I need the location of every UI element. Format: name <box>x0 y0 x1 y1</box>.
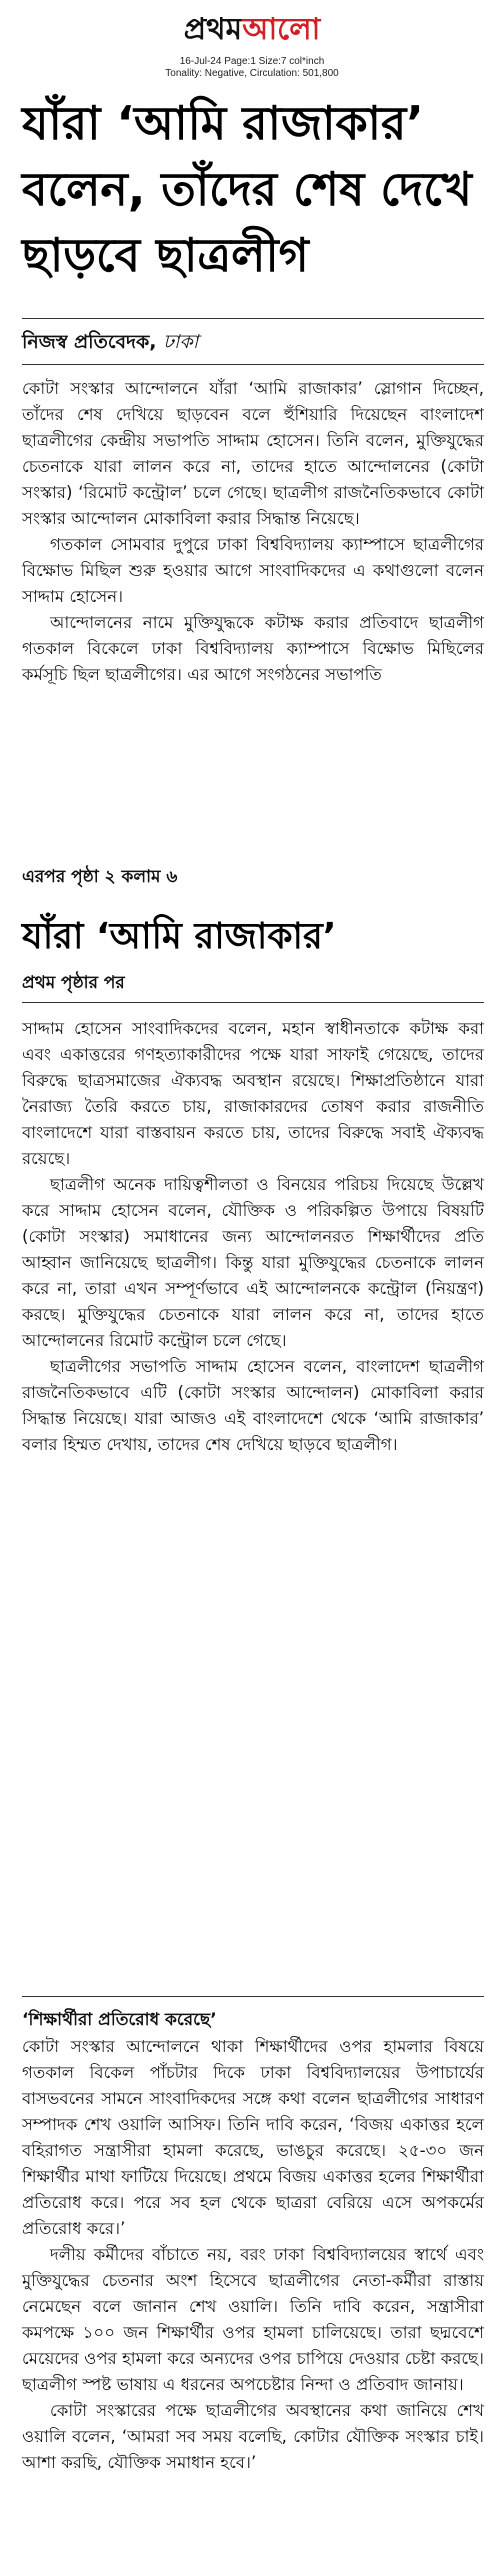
masthead-logo <box>0 10 504 50</box>
continuation-body <box>22 1016 484 1458</box>
rule-above-subhead <box>22 1996 484 1997</box>
continuation-paragraph: ছাত্রলীগের সভাপতি সাদ্দাম হোসেন বলেন, বাংলাদেশ ছাত্রলীগ রাজনৈতিকভাবে এটি (কোটা সংস্কার আন্দোলন) মোকাবিলা করার সিদ্ধান্ত নিয়েছে। যারা আজও এই বাংলাদেশে থেকে ‘আমি রাজাকার’ বলার হিম্মত দেখায়, তাদের শেষ দেখিয়ে ছাড়বে ছাত্রলীগ। <box>22 1357 484 1454</box>
rule-below-continuation-header <box>22 1002 484 1003</box>
continuation-body-2 <box>22 2034 484 2476</box>
article-paragraph: গতকাল সোমবার দুপুরে ঢাকা বিশ্ববিদ্যালয় ক্যাম্পাসে ছাত্রলীগের বিক্ষোভ মিছিল শুরু হওয়ার আগে সাংবাদিকদের এ কথাগুলো বলেন সাদ্দাম হোসেন। <box>22 535 484 606</box>
article-paragraph: কোটা সংস্কার আন্দোলনে যাঁরা ‘আমি রাজাকার’ স্লোগান দিচ্ছেন, তাঁদের শেষ দেখিয়ে ছাড়বেন বলে হুঁশিয়ারি দিয়েছেন বাংলাদেশ ছাত্রলীগের কেন্দ্রীয় সভাপতি সাদ্দাম হোসেন। তিনি বলেন, মুক্তিযুদ্ধের চেতনাকে যারা লালন করে না, তাদের হাতে আন্দোলনের (কোটা সংস্কার) ‘রিমোট কন্ট্রোল’ চলে গেছে। ছাত্রলীগ রাজনৈতিকভাবে কোটা সংস্কার আন্দোলন মোকাবিলা করার সিদ্ধান্ত নিয়েছে। <box>22 379 484 528</box>
continuation-paragraph: ছাত্রলীগ অনেক দায়িত্বশীলতা ও বিনয়ের পরিচয় দিয়েছে উল্লেখ করে সাদ্দাম হোসেন বলেন, যৌক্তিক ও পরিকল্পিত উপায়ে বিষয়টি (কোটা সংস্কার) সমাধানের জন্য আন্দোলনরত শিক্ষার্থীদের প্রতি আহ্বান জানিয়েছে ছাত্রলীগ। কিন্তু যারা মুক্তিযুদ্ধের চেতনাকে লালন করে না, তারা এখন সম্পূর্ণভাবে এই আন্দোলনকে কন্ট্রোল (নিয়ন্ত্রণ) করছে। মুক্তিযুদ্ধের চেতনাকে যারা লালন করে না, তাদের হাতে আন্দোলনের রিমোট কন্ট্রোল চলে গেছে। <box>22 1175 484 1350</box>
byline-reporter: নিজস্ব প্রতিবেদক, <box>22 331 157 353</box>
meta-line-page: 16-Jul-24 Page:1 Size:7 col*inch <box>179 56 325 67</box>
byline-place: ঢাকা <box>163 331 199 353</box>
continuation-paragraph: কোটা সংস্কারের পক্ষে ছাত্রলীগের অবস্থানের কথা জানিয়ে শেখ ওয়ালি বলেন, ‘আমরা সব সময় বলেছি, কোটার যৌক্তিক সংস্কার চাই। আশা করছি, যৌক্তিক সমাধান হবে।’ <box>22 2401 484 2472</box>
article-paragraph: আন্দোলনের নামে মুক্তিযুদ্ধকে কটাক্ষ করার প্রতিবাদে ছাত্রলীগ গতকাল বিকেলে ঢাকা বিশ্ববিদ্যালয় ক্যাম্পাসে বিক্ষোভ মিছিলের কর্মসূচি ছিল ছাত্রলীগের। এর আগে সংগঠনের সভাপতি <box>22 613 484 684</box>
continuation-paragraph: কোটা সংস্কার আন্দোলনে থাকা শিক্ষার্থীদের ওপর হামলার বিষয়ে গতকাল বিকেল পাঁচটার দিকে ঢাকা বিশ্ববিদ্যালয়ের উপাচার্যের বাসভবনের সামনে সাংবাদিকদের সঙ্গে কথা বলেন ছাত্রলীগের সাধারণ সম্পাদক শেখ ওয়ালি আসিফ। তিনি দাবি করেন, ‘বিজয় একাত্তর হলে বহিরাগত সন্ত্রাসীরা হামলা করেছে, ভাঙচুর করেছে। ২৫-৩০ জন শিক্ষার্থীর মাথা ফাটিয়ে দিয়েছে। প্রথমে বিজয় একাত্তর হলের শিক্ষার্থীরা প্রতিরোধ করে। পরে সব হল থেকে ছাত্ররা বেরিয়ে এসে অপকর্মের প্রতিরোধ করে।’ <box>22 2037 484 2238</box>
clipping-meta <box>0 56 504 80</box>
byline <box>22 330 484 354</box>
rule-below-headline <box>22 318 484 319</box>
subhead-students-resisted: ‘শিক্ষার্থীরা প্রতিরোধ করেছে’ <box>22 2010 217 2030</box>
rule-below-byline <box>22 364 484 365</box>
continuation-paragraph: সাদ্দাম হোসেন সাংবাদিকদের বলেন, মহান স্বাধীনতাকে কটাক্ষ করা এবং একাত্তরের গণহত্যাকারীদের পক্ষে যারা সাফাই গেয়েছে, তাদের বিরুদ্ধে ছাত্রসমাজের ঐক্যবদ্ধ অবস্থান রয়েছে। শিক্ষাপ্রতিষ্ঠানে যারা নৈরাজ্য তৈরি করতে চায়, রাজাকারদের তোষণ করার রাজনীতি বাংলাদেশে যারা বাস্তবায়ন করতে চায়, তাদের বিরুদ্ধে সবাই ঐক্যবদ্ধ রয়েছে। <box>22 1019 484 1168</box>
logo-word-alo: আলো <box>242 12 321 47</box>
article-headline: যাঁরা ‘আমি রাজাকার’ বলেন, তাঁদের শেষ দেখে ছাড়বে ছাত্রলীগ <box>22 96 472 282</box>
continued-note: এরপর পৃষ্ঠা ২ কলাম ৬ <box>22 867 178 887</box>
continuation-from-page: প্রথম পৃষ্ঠার পর <box>22 973 125 993</box>
logo-word-prothom: প্রথম <box>183 12 243 47</box>
continuation-paragraph: দলীয় কর্মীদের বাঁচাতে নয়, বরং ঢাকা বিশ্ববিদ্যালয়ের স্বার্থে এবং মুক্তিযুদ্ধের চেতনার অংশ হিসেবে ছাত্রলীগের নেতা-কর্মীরা রাস্তায় নেমেছেন বলে জানান শেখ ওয়ালি। তিনি দাবি করেন, সন্ত্রাসীরা কমপক্ষে ১০০ জন শিক্ষার্থীর ওপর হামলা চালিয়েছে। তারা ছদ্মবেশে মেয়েদের ওপর হামলা করে অন্যদের ওপর চাপিয়ে দেওয়ার চেষ্টা করছে। ছাত্রলীগ স্পষ্ট ভাষায় এ ধরনের অপচেষ্টার নিন্দা ও প্রতিবাদ জানায়। <box>22 2245 484 2394</box>
continuation-title: যাঁরা ‘আমি রাজাকার’ <box>22 916 337 957</box>
article-body <box>22 376 484 688</box>
meta-line-tonality: Tonality: Negative, Circulation: 501,800 <box>165 68 339 79</box>
